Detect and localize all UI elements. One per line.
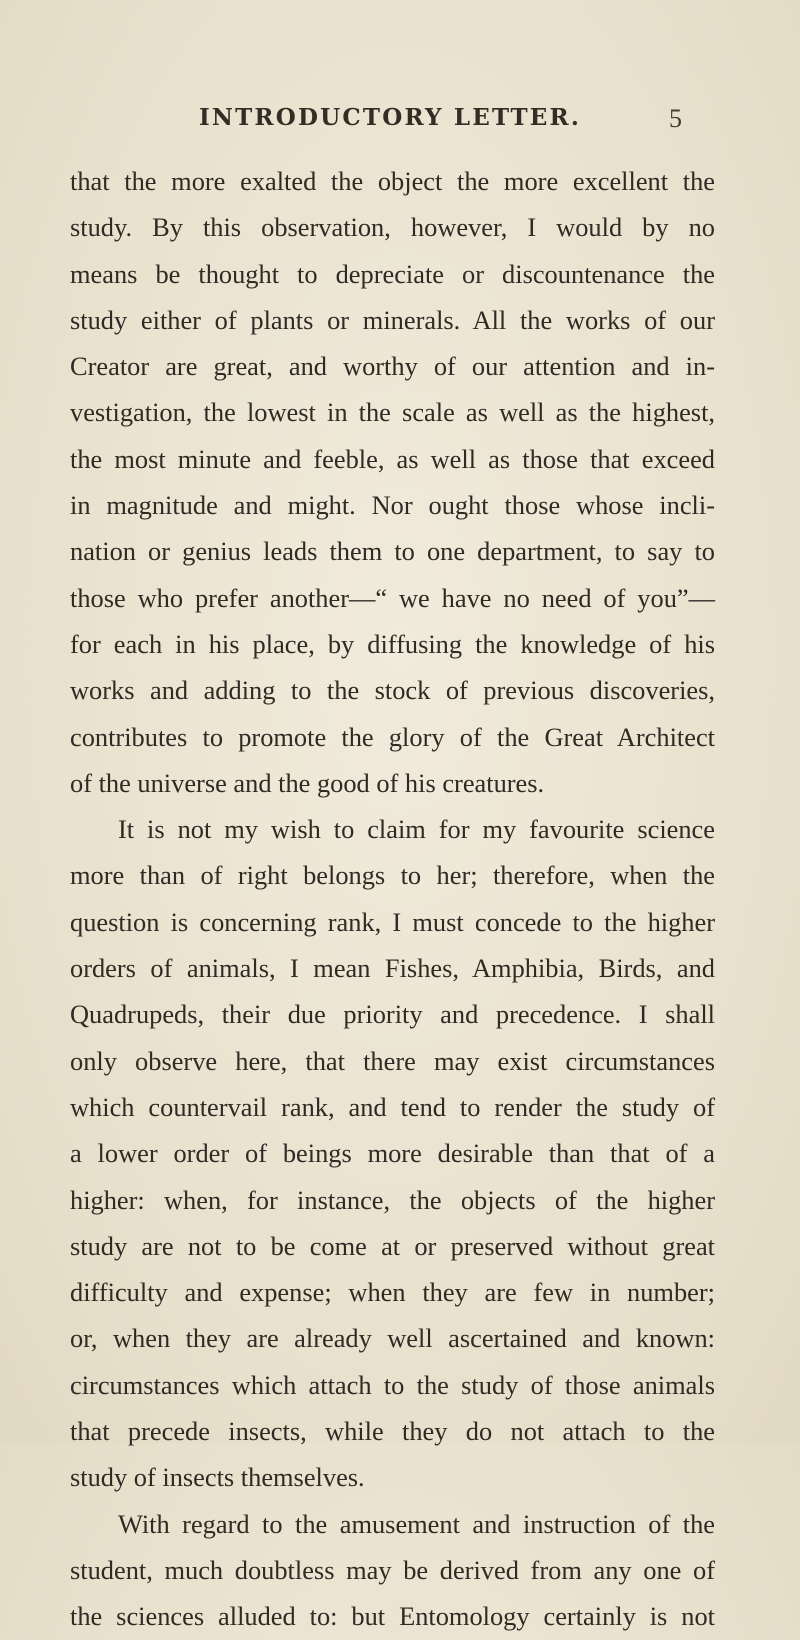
text-line: study either of plants or minerals. All the works of our [70, 304, 715, 335]
paragraph-start-line: With regard to the amusement and instruction of the [118, 1508, 715, 1539]
text-line: the sciences alluded to: but Entomology certainly is not [70, 1601, 715, 1632]
text-line: study are not to be come at or preserved without great [70, 1230, 715, 1261]
text-line: those who prefer another—“ we have no need of you”— [70, 582, 715, 613]
text-line: that precede insects, while they do not attach to the [70, 1416, 715, 1447]
text-line: higher: when, for instance, the objects of the higher [70, 1184, 715, 1215]
text-line: Quadrupeds, their due priority and precedence. I shall [70, 999, 715, 1030]
text-line: means be thought to depreciate or discountenance the [70, 258, 715, 289]
text-line: student, much doubtless may be derived from any one of [70, 1554, 715, 1585]
text-line: study. By this observation, however, I would by no [70, 212, 715, 243]
text-line: contributes to promote the glory of the Great Architect [70, 721, 715, 752]
text-line: or, when they are already well ascertained and known: [70, 1323, 715, 1354]
paragraph-start-line: It is not my wish to claim for my favourite science [118, 814, 715, 845]
running-title: INTRODUCTORY LETTER. [198, 104, 582, 131]
text-line: Creator are great, and worthy of our attention and in- [70, 351, 715, 382]
text-line: only observe here, that there may exist circumstances [70, 1045, 715, 1076]
text-line: for each in his place, by diffusing the knowledge of his [70, 628, 715, 659]
text-line: the most minute and feeble, as well as those that exceed [70, 443, 715, 474]
text-line: a lower order of beings more desirable than that of a [70, 1138, 715, 1169]
paragraph-end-line: of the universe and the good of his creatures. [70, 767, 545, 798]
text-line: nation or genius leads them to one department, to say to [70, 536, 715, 567]
body-text [70, 158, 715, 1640]
text-line: difficulty and expense; when they are few in number; [70, 1277, 715, 1308]
text-line: circumstances which attach to the study of those animals [70, 1369, 715, 1400]
text-line: more than of right belongs to her; therefore, when the [70, 860, 715, 891]
text-line: vestigation, the lowest in the scale as well as the highest, [70, 397, 715, 428]
text-line: orders of animals, I mean Fishes, Amphibia, Birds, and [70, 953, 715, 984]
text-line: works and adding to the stock of previous discoveries, [70, 675, 715, 706]
text-line: in magnitude and might. Nor ought those whose incli- [70, 490, 715, 521]
text-line: that the more exalted the object the more excellent the [70, 166, 715, 196]
paragraph-end-line: study of insects themselves. [70, 1462, 365, 1493]
text-line: which countervail rank, and tend to render the study of [70, 1091, 715, 1122]
text-line: question is concerning rank, I must concede to the higher [70, 906, 715, 937]
running-head [100, 104, 680, 144]
page-number: 5 [669, 104, 682, 133]
